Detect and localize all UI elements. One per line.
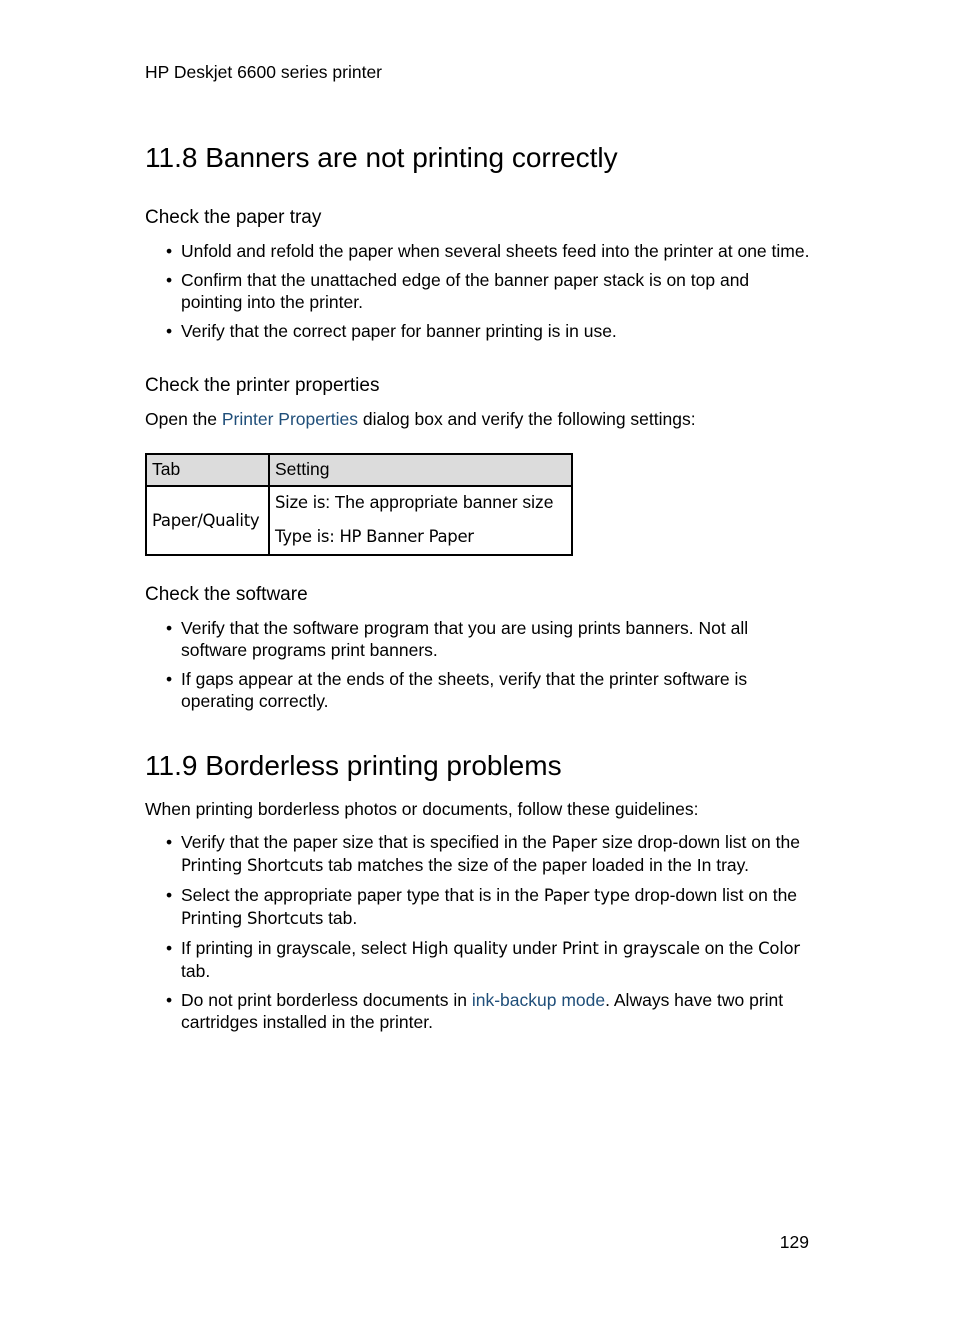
software-list xyxy=(145,617,815,712)
printing-shortcuts-label: Printing Shortcuts xyxy=(181,856,324,875)
text: drop-down list on the xyxy=(632,832,800,852)
text: Do not print borderless documents in xyxy=(181,990,472,1010)
printing-shortcuts-label: Printing Shortcuts xyxy=(181,909,324,928)
size-value: : The appropriate banner size xyxy=(325,492,554,512)
list-item xyxy=(145,937,815,982)
list-item: • Unfold and refold the paper when several sheets feed into the printer at one time. xyxy=(145,240,815,262)
software-heading: Check the software xyxy=(145,584,308,605)
text: Verify that the paper size that is specified in the xyxy=(181,832,552,852)
ink-backup-mode-link[interactable]: ink-backup mode xyxy=(471,990,606,1010)
section-11-9-title: 11.9 Borderless printing problems xyxy=(145,750,562,781)
type-value: : HP Banner Paper xyxy=(329,527,474,546)
list-item: • If gaps appear at the ends of the sheets, verify that the printer software is operating correctly. xyxy=(145,668,815,712)
list-item xyxy=(145,989,815,1033)
paper-size-label: Paper size xyxy=(551,833,633,852)
type-setting xyxy=(275,525,566,548)
running-header: HP Deskjet 6600 series printer xyxy=(145,62,383,82)
size-label: Size is xyxy=(275,493,326,512)
type-label: Type is xyxy=(275,527,330,546)
table-header-row xyxy=(146,454,572,486)
section-11-8-title: 11.8 Banners are not printing correctly xyxy=(145,142,618,173)
paper-tray-heading: Check the paper tray xyxy=(145,207,322,228)
list-item xyxy=(145,884,815,930)
text: tab. xyxy=(323,908,358,928)
borderless-intro: When printing borderless photos or documents, follow these guidelines: xyxy=(145,799,699,819)
text: under xyxy=(507,938,563,958)
table-row xyxy=(146,486,572,555)
intro-text: dialog box and verify the following settings: xyxy=(358,409,696,429)
size-setting xyxy=(275,491,566,514)
list-item: • Verify that the correct paper for banner printing is in use. xyxy=(145,320,815,342)
text: drop-down list on the xyxy=(629,885,798,905)
page-content xyxy=(145,140,815,1040)
text: tab. xyxy=(181,961,211,981)
page-number: 129 xyxy=(779,1232,809,1252)
print-in-grayscale-label: Print in grayscale xyxy=(562,939,700,958)
list-item: • Verify that the software program that you are using prints banners. Not all software programs print banners. xyxy=(145,617,815,661)
settings-table xyxy=(145,453,573,556)
text: Select the appropriate paper type that is in the xyxy=(181,885,544,905)
borderless-list xyxy=(145,831,815,1033)
paper-quality-tab-label: Paper/Quality xyxy=(152,511,260,530)
paper-tray-list xyxy=(145,240,815,342)
printer-properties-link[interactable]: Printer Properties xyxy=(221,409,359,429)
text: . Always have two print cartridges installed in the printer. xyxy=(181,990,784,1032)
table-cell-setting xyxy=(269,486,572,555)
intro-text: Open the xyxy=(145,409,222,429)
paper-type-label: Paper type xyxy=(543,886,630,905)
list-item xyxy=(145,831,815,877)
table-cell-tab xyxy=(146,486,269,555)
high-quality-label: High quality xyxy=(411,939,508,958)
text: If printing in grayscale, select xyxy=(181,938,412,958)
table-header-tab: Tab xyxy=(146,454,269,486)
table-header-setting: Setting xyxy=(269,454,572,486)
text: tab matches the size of the paper loaded in the In tray. xyxy=(323,855,749,875)
list-item: • Confirm that the unattached edge of the banner paper stack is on top and pointing into the printer. xyxy=(145,269,815,313)
text: on the xyxy=(699,938,759,958)
printer-properties-intro xyxy=(145,408,815,430)
printer-properties-heading: Check the printer properties xyxy=(145,375,380,396)
color-tab-label: Color xyxy=(758,939,800,958)
